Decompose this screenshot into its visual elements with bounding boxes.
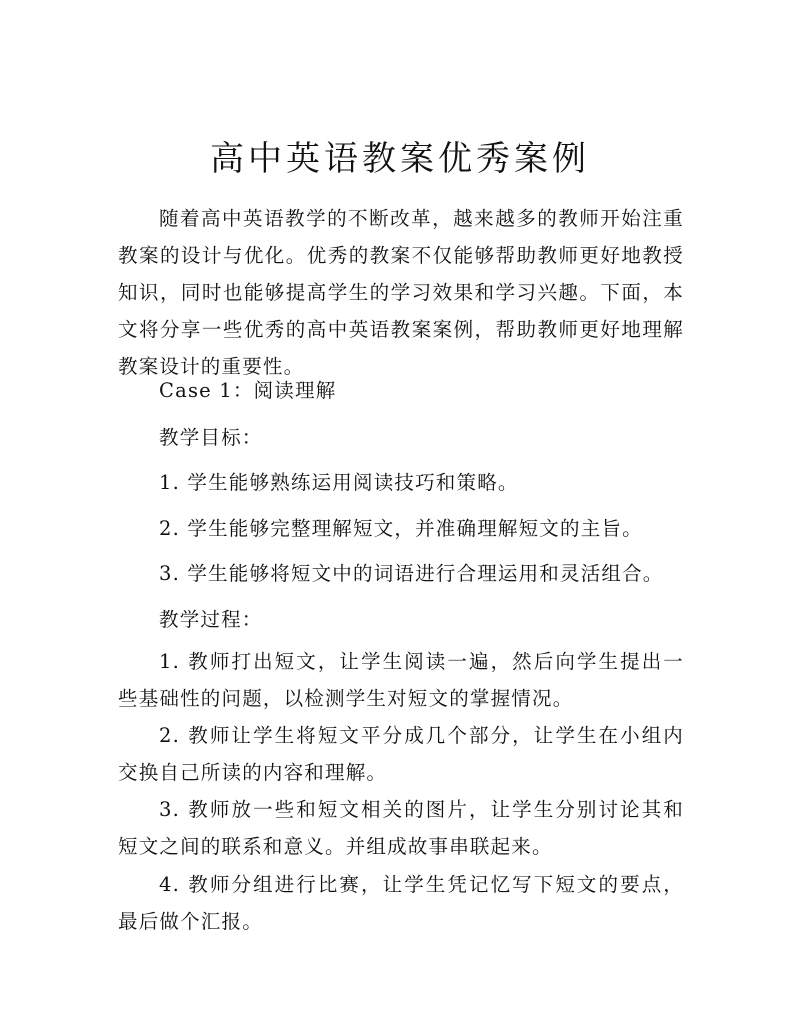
goal-item: 3. 学生能够将短文中的词语进行合理运用和灵活组合。 [159,562,664,585]
process-step: 1. 教师打出短文，让学生阅读一遍，然后向学生提出一些基础性的问题，以检测学生对短文的掌握情况。 [118,650,684,710]
intro-paragraph: 随着高中英语教学的不断改革，越来越多的教师开始注重教案的设计与优化。优秀的教案不仅能够帮助教师更好地教授知识，同时也能够提高学生的学习效果和学习兴趣。下面，本文将分享一些优秀的高中英语教案案例，帮助教师更好地理解教案设计的重要性。 [118,207,684,378]
process-heading: 教学过程： [159,608,263,631]
goal-item: 2. 学生能够完整理解短文，并准确理解短文的主旨。 [159,517,643,540]
goal-item: 1. 学生能够熟练运用阅读技巧和策略。 [159,471,519,494]
case-heading: Case 1：阅读理解 [159,379,337,402]
process-step: 3. 教师放一些和短文相关的图片，让学生分别讨论其和短文之间的联系和意义。并组成故事串联起来。 [118,798,684,858]
goals-heading: 教学目标： [159,426,263,449]
process-step: 4. 教师分组进行比赛，让学生凭记忆写下短文的要点，最后做个汇报。 [118,873,684,933]
document-title: 高中英语教案优秀案例 [210,139,590,179]
process-step: 2. 教师让学生将短文平分成几个部分，让学生在小组内交换自己所读的内容和理解。 [118,724,684,784]
